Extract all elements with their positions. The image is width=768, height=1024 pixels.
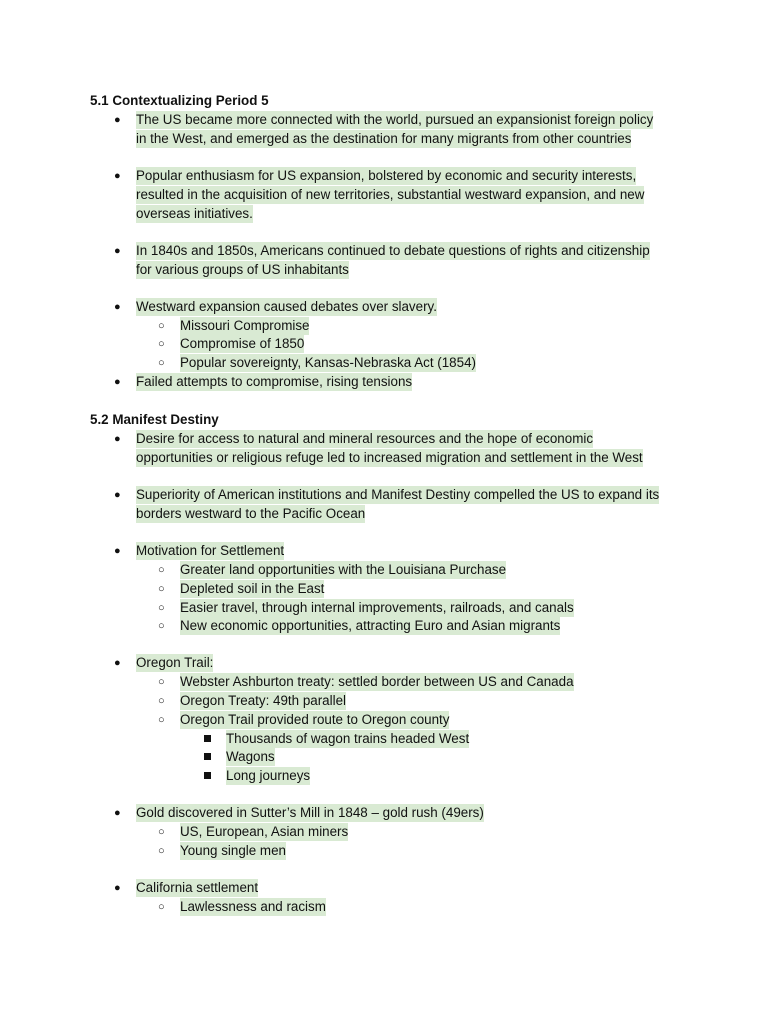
circle-bullet-icon: ○	[158, 845, 165, 857]
circle-bullet-icon: ○	[158, 695, 165, 707]
bullet-icon: ●	[114, 489, 121, 501]
square-bullet-icon	[204, 735, 211, 742]
circle-bullet-icon: ○	[158, 357, 165, 369]
circle-bullet-icon: ○	[158, 826, 165, 838]
bullet-icon: ●	[114, 301, 121, 313]
circle-bullet-icon: ○	[158, 338, 165, 350]
circle-bullet-icon: ○	[158, 602, 165, 614]
bullet-icon: ●	[114, 114, 121, 126]
circle-bullet-icon: ○	[158, 320, 165, 332]
bullet-icon: ●	[114, 170, 121, 182]
bullet-icon: ●	[114, 245, 121, 257]
bullet-icon: ●	[114, 545, 121, 557]
circle-bullet-icon: ○	[158, 714, 165, 726]
circle-bullet-icon: ○	[158, 583, 165, 595]
document-page: 5.1 Contextualizing Period 5 ● The US became more connected with the world, pursued an expansionist foreign policy in the West, and emerged as the destination for many migrants from other countries ● Popular enthusiasm for US expansion, bolstered by economic and security interests, resulted in the acquisition of new territories, substantial westward expansion, and new overseas initiatives. ● In 1840s and 1850s, Americans continued to debate questions of rights and citizenship for various groups of US inhabitants ● Westward expansion caused debates over slavery. ○ Missouri Compromise ○ Compromise of 1850 ○ Popular sovereignty, Kansas-Nebraska Act (1854) ● Failed attempts to compromise, rising tensions 5.2 Manifest Destiny ● Desire for access to natural and mineral resources and the hope of economic opportunities or religious refuge led to increased migration and settlement in the West ● Superiority of American institutions and Manifest Destiny compelled the US to expand its borders westward to the Pacific Ocean ● Motivation for Settlement ○ Greater land opportunities with the Louisiana Purchase ○ Depleted soil in the East ○ Easier travel, through internal improvements, railroads, and canals ○ New economic opportunities, attracting Euro and Asian migrants ● Oregon Trail: ○ Webster Ashburton treaty: settled border between US and Canada ○ Oregon Treaty: 49th parallel ○ Oregon Trail provided route to Oregon county Thousands of wagon trains headed West Wagons Long journeys ● Gold discovered in Sutter’s Mill in 1848 – gold rush (49ers) ○ US, European, Asian miners ○ Young single men ● California settlement ○ Lawlessness and racism	[90, 93, 660, 914]
square-bullet-icon	[204, 772, 211, 779]
circle-bullet-icon: ○	[158, 676, 165, 688]
bullet-icon: ●	[114, 882, 121, 894]
section-heading: 5.1 Contextualizing Period 5	[90, 93, 269, 108]
square-bullet-icon	[204, 753, 211, 760]
circle-bullet-icon: ○	[158, 620, 165, 632]
circle-bullet-icon: ○	[158, 564, 165, 576]
circle-bullet-icon: ○	[158, 901, 165, 913]
bullet-icon: ●	[114, 433, 121, 445]
bullet-icon: ●	[114, 807, 121, 819]
bullet-icon: ●	[114, 657, 121, 669]
bullet-icon: ●	[114, 376, 121, 388]
section-heading: 5.2 Manifest Destiny	[90, 412, 219, 427]
